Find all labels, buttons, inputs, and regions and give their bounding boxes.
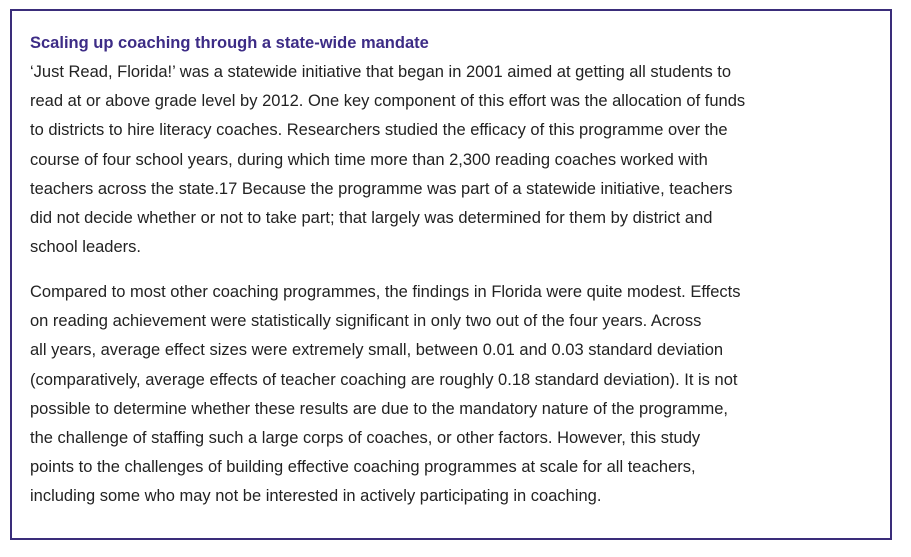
paragraph-line: all years, average effect sizes were extremely small, between 0.01 and 0.03 standard deviation [30, 341, 724, 360]
paragraph-line: including some who may not be interested in actively participating in coaching. [30, 487, 602, 506]
paragraph-line: points to the challenges of building effective coaching programmes at scale for all teachers, [30, 458, 696, 477]
paragraph-line: read at or above grade level by 2012. One key component of this effort was the allocation of funds [30, 92, 746, 111]
paragraph-line: (comparatively, average effects of teacher coaching are roughly 0.18 standard deviation). It is not [30, 370, 738, 389]
paragraph-line: school leaders. [30, 238, 141, 257]
box-title: Scaling up coaching through a state-wide mandate [30, 34, 429, 52]
paragraph-line: course of four school years, during which time more than 2,300 reading coaches worked with [30, 150, 708, 169]
paragraph-findings [30, 278, 870, 512]
paragraph-line: teachers across the state.17 Because the programme was part of a statewide initiative, teachers [30, 179, 733, 198]
paragraph-just-read-florida [30, 58, 870, 262]
paragraph-line: did not decide whether or not to take part; that largely was determined for them by district and [30, 209, 713, 228]
paragraph-line: ‘Just Read, Florida!’ was a statewide initiative that began in 2001 aimed at getting all students to [30, 63, 732, 81]
paragraph-line: on reading achievement were statistically significant in only two out of the four years. Across [30, 312, 702, 331]
paragraph-line: to districts to hire literacy coaches. Researchers studied the efficacy of this programme over the [30, 121, 728, 140]
paragraph-line: the challenge of staffing such a large corps of coaches, or other factors. However, this study [30, 429, 701, 448]
paragraph-line: possible to determine whether these results are due to the mandatory nature of the programme, [30, 399, 728, 418]
paragraph-line: Compared to most other coaching programmes, the findings in Florida were quite modest. Effects [30, 283, 741, 301]
